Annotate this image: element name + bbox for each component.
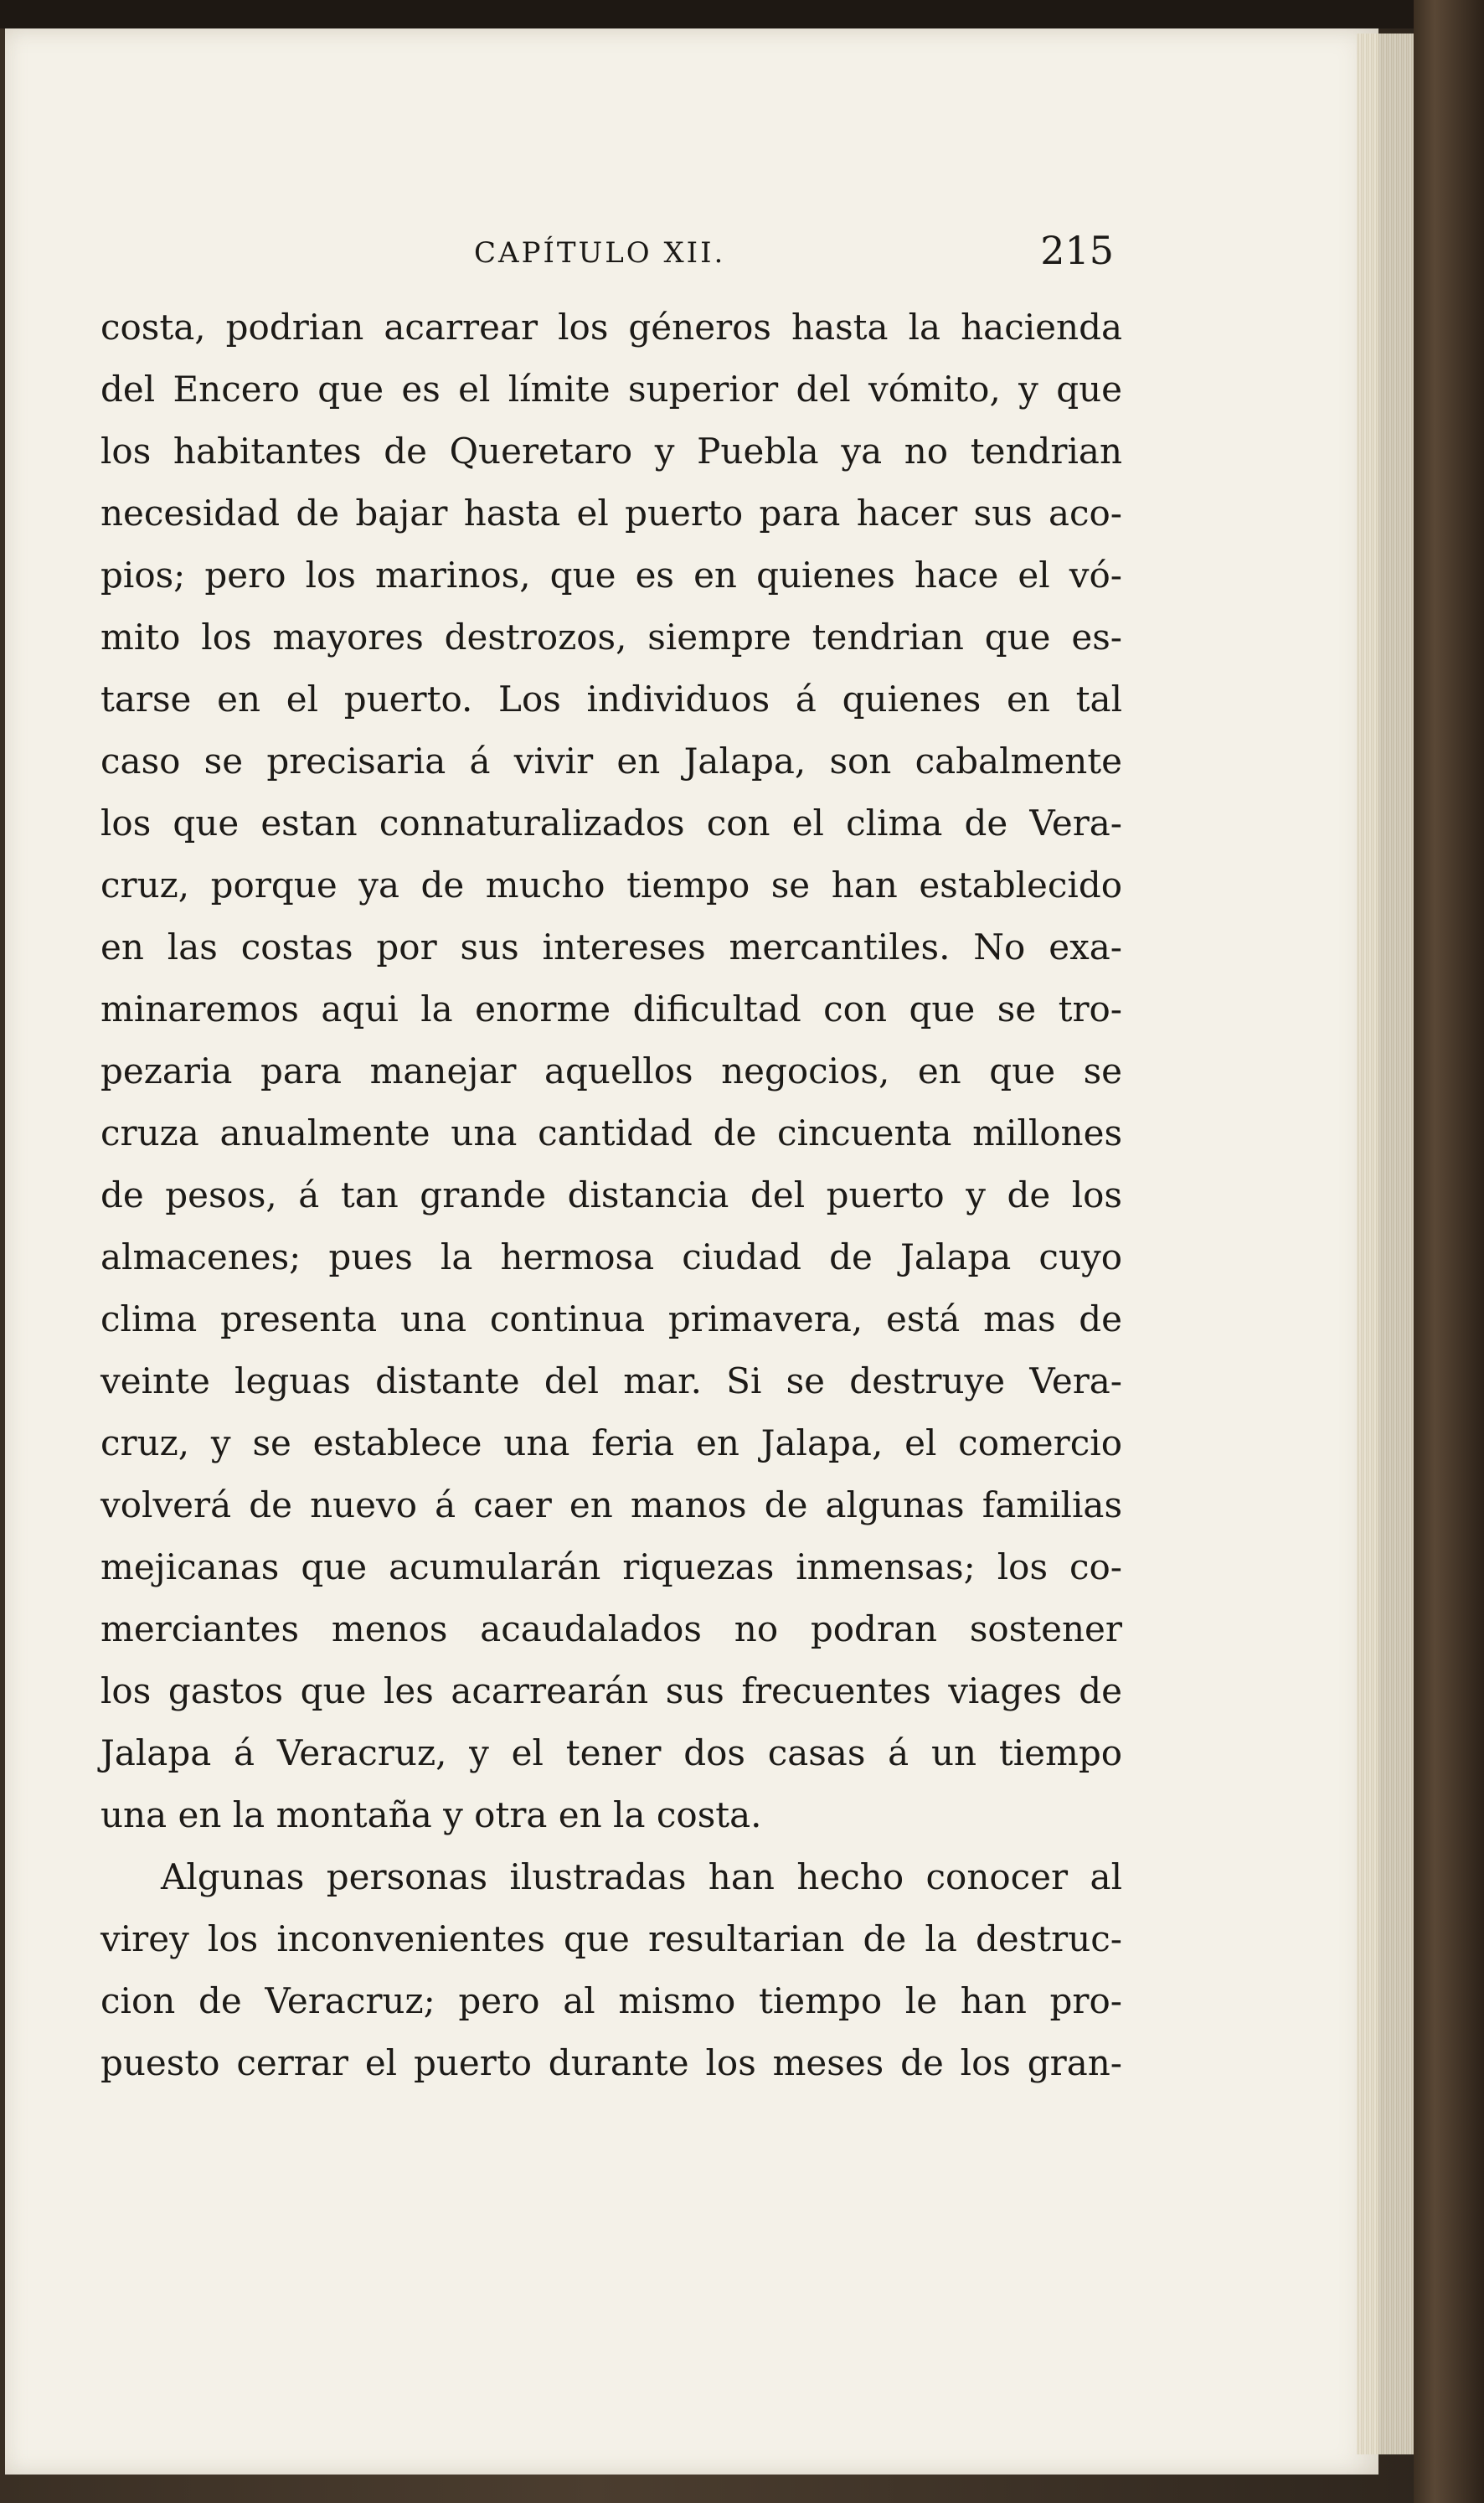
body-text xyxy=(100,297,1122,2094)
text-line: de pesos, á tan grande distancia del puerto y de los xyxy=(100,1174,1122,1215)
text-line: los que estan connaturalizados con el clima de Vera- xyxy=(100,803,1122,844)
page-header xyxy=(100,228,1114,286)
text-line: los habitantes de Queretaro y Puebla ya no tendrian xyxy=(100,431,1122,472)
text-line: cion de Veracruz; pero al mismo tiempo le han pro- xyxy=(100,1980,1122,2021)
text-line: una en la montaña y otra en la costa. xyxy=(100,1794,762,1835)
text-line: Jalapa á Veracruz, y el tener dos casas á un tiempo xyxy=(100,1732,1122,1773)
text-line: caso se precisaria á vivir en Jalapa, son cabalmente xyxy=(100,741,1122,782)
top-shadow xyxy=(0,0,1484,28)
running-head: CAPÍTULO XII. xyxy=(474,236,726,270)
paragraph xyxy=(100,1846,1122,2094)
text-line: en las costas por sus intereses mercantiles. No exa- xyxy=(100,926,1122,968)
text-line: los gastos que les acarrearán sus frecuentes viages de xyxy=(100,1670,1122,1711)
text-line: puesto cerrar el puerto durante los meses de los gran- xyxy=(100,2042,1122,2083)
text-line: tarse en el puerto. Los individuos á quienes en tal xyxy=(100,679,1122,720)
text-line: cruz, y se establece una feria en Jalapa, el comercio xyxy=(100,1422,1122,1463)
text-line: Algunas personas ilustradas han hecho conocer al xyxy=(161,1856,1122,1897)
text-line: costa, podrian acarrear los géneros hasta la hacienda xyxy=(100,307,1122,348)
text-line: merciantes menos acaudalados no podran sostener xyxy=(100,1608,1122,1649)
text-line: clima presenta una continua primavera, está mas de xyxy=(100,1298,1122,1339)
text-line: virey los inconvenientes que resultarian de la destruc- xyxy=(100,1918,1122,1959)
text-line: mejicanas que acumularán riquezas inmensas; los co- xyxy=(100,1546,1122,1587)
paragraph xyxy=(100,297,1122,1846)
text-line: pios; pero los marinos, que es en quienes hace el vó- xyxy=(100,555,1122,596)
page-edges xyxy=(1357,34,1414,2454)
text-line: necesidad de bajar hasta el puerto para hacer sus aco- xyxy=(100,493,1122,534)
book-binding xyxy=(1414,0,1484,2503)
text-line: del Encero que es el límite superior del vómito, y que xyxy=(100,369,1122,410)
text-line: minaremos aqui la enorme dificultad con que se tro- xyxy=(100,988,1122,1030)
text-line: cruza anualmente una cantidad de cincuenta millones xyxy=(100,1112,1122,1153)
text-line: cruz, porque ya de mucho tiempo se han establecido xyxy=(100,864,1122,906)
text-line: pezaria para manejar aquellos negocios, en que se xyxy=(100,1050,1122,1092)
text-line: volverá de nuevo á caer en manos de algunas familias xyxy=(100,1484,1122,1525)
text-line: almacenes; pues la hermosa ciudad de Jalapa cuyo xyxy=(100,1236,1122,1277)
text-line: veinte leguas distante del mar. Si se destruye Vera- xyxy=(100,1360,1122,1401)
page-number: 215 xyxy=(1040,228,1114,273)
text-line: mito los mayores destrozos, siempre tendrian que es- xyxy=(100,617,1122,658)
